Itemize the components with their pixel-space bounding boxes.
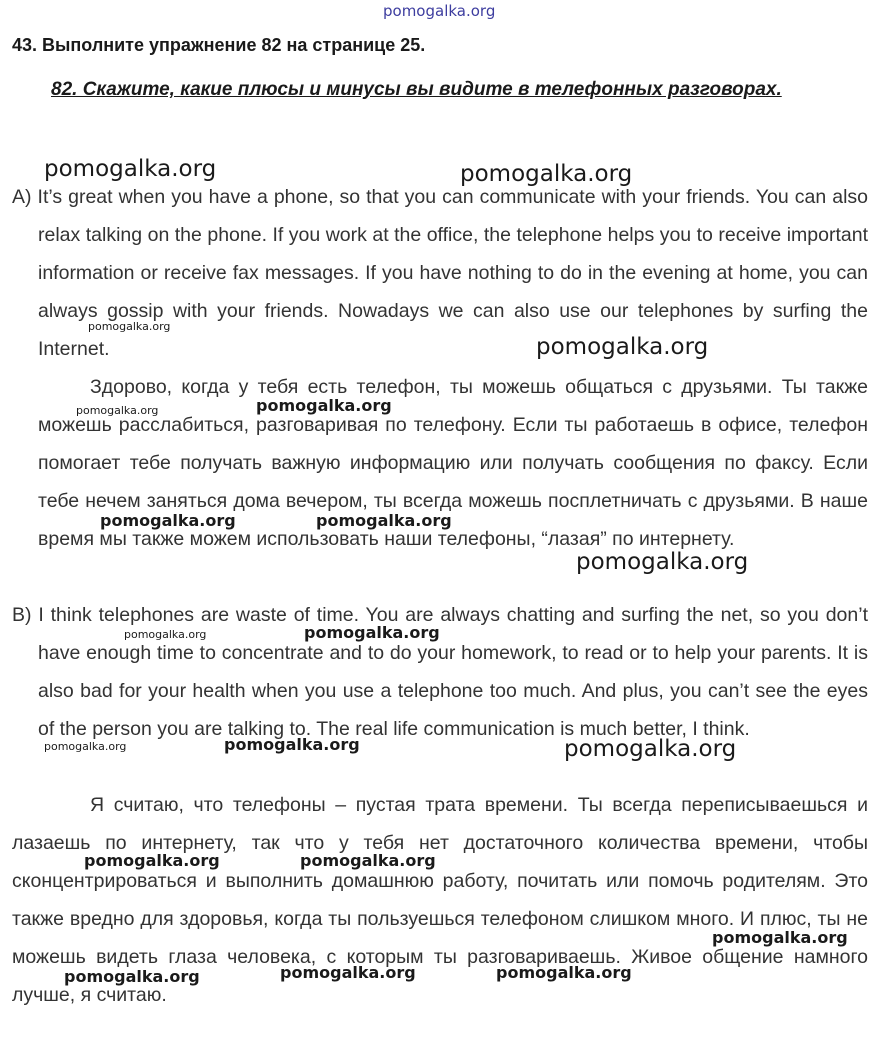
watermark: pomogalka.org: [224, 735, 360, 754]
task-title: 43. Выполните упражнение 82 на странице 25.: [12, 35, 426, 55]
watermark: pomogalka.org: [564, 736, 737, 762]
section-b-russian: Я считаю, что телефоны – пустая трата времени. Ты всегда переписываешься и лазаешь по интернету, так что у тебя нет достаточного количества времени, чтобы сконцентрироваться и выполнить домашнюю работу, почитать или помочь родителям. Это также вредно для здоровья, когда ты пользуешься телефоном слишком много. И плюс, ты не можешь видеть глаза человека, с которым ты разговариваешь. Живое общение намного лучше, я считаю.: [12, 794, 868, 1006]
watermark: pomogalka.org: [280, 963, 416, 982]
section-b-english: [12, 596, 868, 748]
watermark: pomogalka.org: [304, 623, 440, 642]
watermark: pomogalka.org: [44, 156, 217, 182]
exercise-title: 82. Скажите, какие плюсы и минусы вы видите в телефонных разговорах.: [51, 79, 782, 100]
watermark: pomogalka.org: [100, 511, 236, 530]
section-a-english: [12, 178, 868, 368]
watermark: pomogalka.org: [64, 967, 200, 986]
watermark: pomogalka.org: [536, 334, 709, 360]
section-a-russian: Здорово, когда у тебя есть телефон, ты можешь общаться с друзьями. Ты также можешь расслабиться, разговаривая по телефону. Если ты работаешь в офисе, телефон помогает тебе получать важную информацию или получать сообщения по факсу. Если тебе нечем заняться дома вечером, ты всегда можешь посплетничать с друзьями. В наше время мы также можем использовать наши телефоны, “лазая” по интернету.: [38, 376, 868, 550]
watermark: pomogalka.org: [76, 404, 159, 417]
watermark: pomogalka.org: [124, 628, 207, 641]
section-a-english-text: A) It’s great when you have a phone, so that you can communicate with your friends. You can also relax talking on the phone. If you work at the office, the telephone helps you to receive important information or receive fax messages. If you have nothing to do in the evening at home, you can always gossip with your friends. Nowadays we can also use our telephones by surfing the Internet.: [12, 186, 868, 360]
watermark: pomogalka.org: [44, 740, 127, 753]
watermark: pomogalka.org: [496, 963, 632, 982]
watermark: pomogalka.org: [256, 396, 392, 415]
watermark: pomogalka.org: [316, 511, 452, 530]
section-b-english-text: B) I think telephones are waste of time. You are always chatting and surfing the net, so you don’t have enough time to concentrate and to do your homework, to read or to help your parents. It is also bad for your health when you use a telephone too much. And plus, you can’t see the eyes of the person you are talking to. The real life communication is much better, I think.: [12, 604, 868, 740]
watermark: pomogalka.org: [576, 549, 749, 575]
watermark: pomogalka.org: [460, 161, 633, 187]
watermark: pomogalka.org: [84, 851, 220, 870]
watermark: pomogalka.org: [712, 928, 848, 947]
header-watermark: pomogalka.org: [383, 2, 496, 20]
watermark: pomogalka.org: [88, 320, 171, 333]
watermark: pomogalka.org: [300, 851, 436, 870]
